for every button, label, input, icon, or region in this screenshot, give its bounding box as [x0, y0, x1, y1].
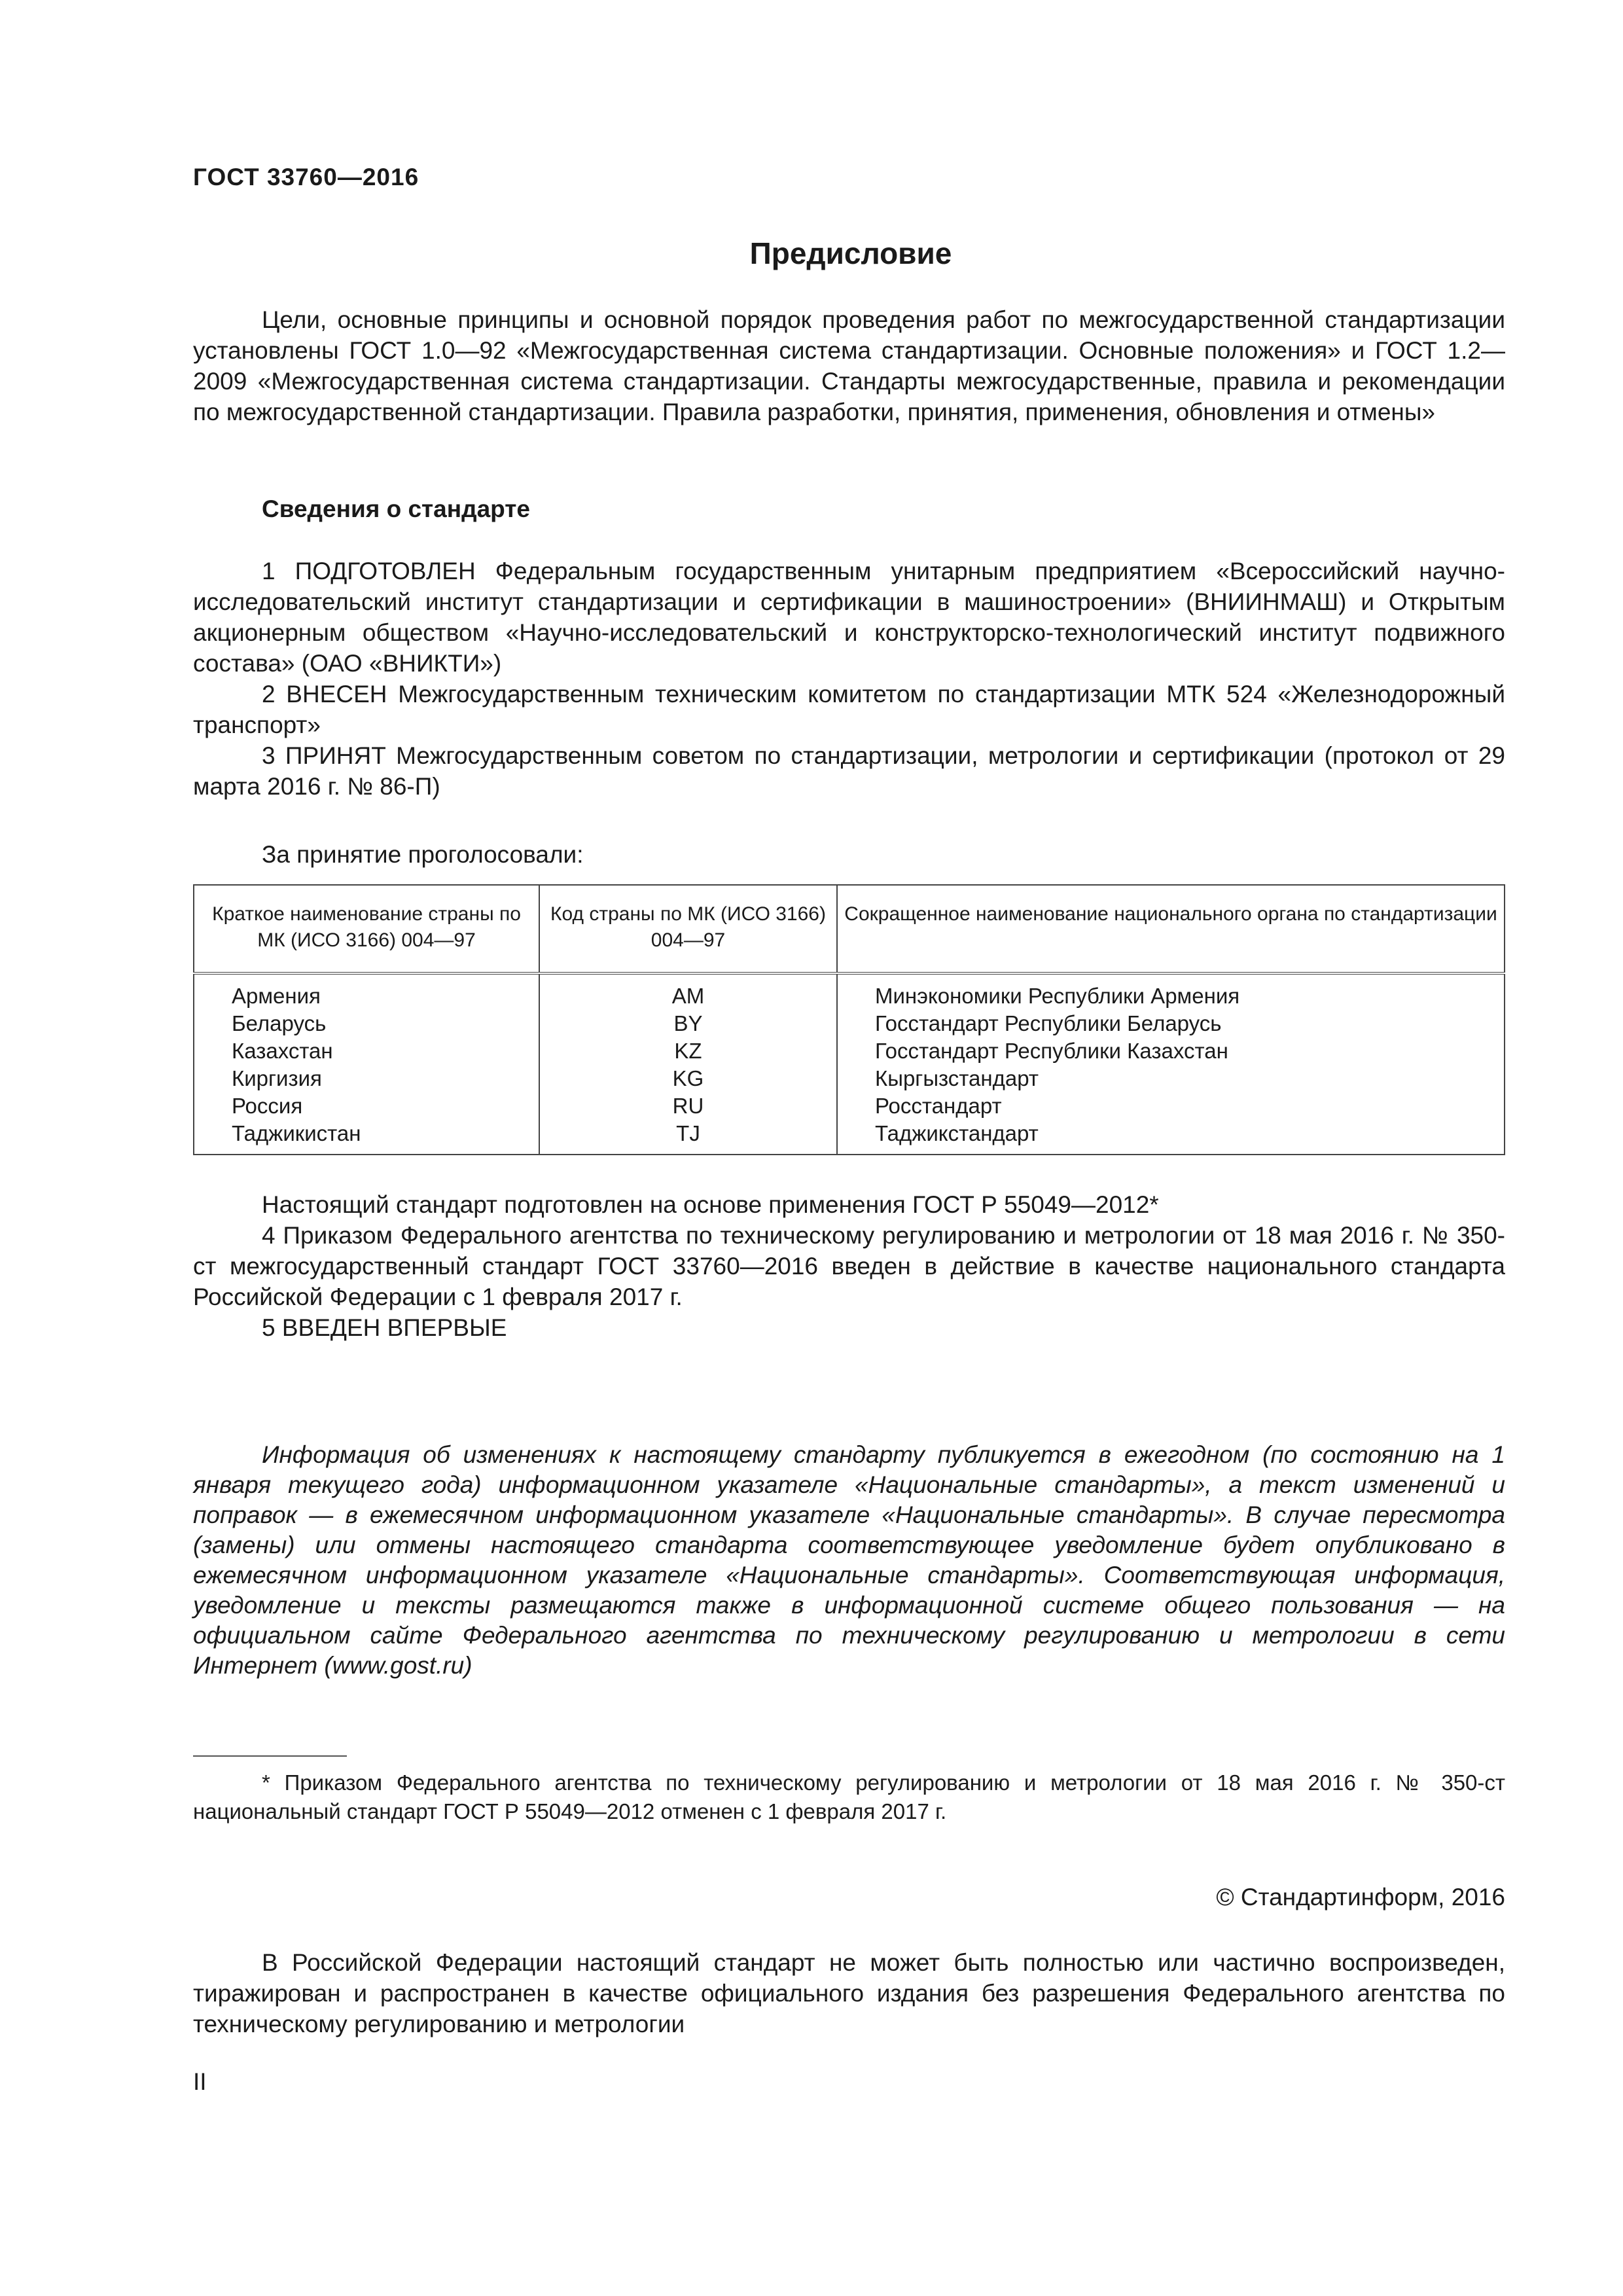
- reproduction-notice-block: [193, 1947, 1505, 2039]
- country-name: Армения: [194, 973, 539, 1010]
- country-code: RU: [539, 1092, 837, 1120]
- reproduction-notice: В Российской Федерации настоящий стандарт не может быть полностью или частично воспроизведен, тиражирован и распространен в качестве официального издания без разрешения Федерального агентства по техническому регулированию и метрологии: [193, 1949, 1505, 2037]
- header-country-code: Код страны по МК (ИСО 3166) 004—97: [539, 885, 837, 973]
- country-name: Киргизия: [194, 1065, 539, 1092]
- info-item-4: 4 Приказом Федерального агентства по техническому регулированию и метрологии от 18 мая 2016 г. № 350-ст межгосударственный стандарт ГОСТ 33760—2016 введен в действие в качестве национального стандарта Российской Федерации с 1 февраля 2017 г.: [193, 1222, 1505, 1310]
- footnote-text: * Приказом Федерального агентства по техническому регулированию и метрологии от 18 мая 2016 г. № 350-ст национальный стандарт ГОСТ Р 55049—2012 отменен с 1 февраля 2017 г.: [193, 1770, 1505, 1823]
- table-row: [194, 1037, 1505, 1065]
- preface-intro: Цели, основные принципы и основной порядок проведения работ по межгосударственной стандартизации установлены ГОСТ 1.0—92 «Межгосударственная система стандартизации. Основные положения» и ГОСТ 1.2—2009 «Межгосударственная система стандартизации. Стандарты межгосударственные, правила и рекомендации по межгосударственной стандартизации. Правила разработки, принятия, применения, обновления и отмены»: [193, 306, 1505, 425]
- preface-intro-block: [193, 304, 1505, 427]
- copyright-line: © Стандартинформ, 2016: [1216, 1884, 1505, 1910]
- table-row: [194, 1065, 1505, 1092]
- voted-label: За принятие проголосовали:: [262, 841, 584, 868]
- national-body: Госстандарт Республики Беларусь: [837, 1010, 1505, 1037]
- info-item-1: 1 ПОДГОТОВЛЕН Федеральным государственным унитарным предприятием «Всероссийский научно-исследовательский институт стандартизации и сертификации в машиностроении» (ВНИИНМАШ) и Открытым акционерным обществом «Научно-исследовательский и конструкторско-технологический институт подвижного состава» (ОАО «ВНИКТИ»): [193, 558, 1505, 677]
- table-row: [194, 973, 1505, 1010]
- standard-info-heading: Сведения о стандарте: [262, 495, 530, 522]
- table-row: [194, 1092, 1505, 1120]
- standard-info-block: [193, 556, 1505, 802]
- info-item-2: 2 ВНЕСЕН Межгосударственным техническим комитетом по стандартизации МТК 524 «Железнодорожный транспорт»: [193, 681, 1505, 738]
- country-name: Россия: [194, 1092, 539, 1120]
- footnote-block: [193, 1768, 1505, 1826]
- national-body: Кыргызстандарт: [837, 1065, 1505, 1092]
- country-code: BY: [539, 1010, 837, 1037]
- national-body: Таджикстандарт: [837, 1120, 1505, 1155]
- header-country-name: Краткое наименование страны по МК (ИСО 3166) 004—97: [194, 885, 539, 973]
- country-code: KZ: [539, 1037, 837, 1065]
- national-body: Госстандарт Республики Казахстан: [837, 1037, 1505, 1065]
- national-body: Минэкономики Республики Армения: [837, 973, 1505, 1010]
- table-row: [194, 1010, 1505, 1037]
- national-body: Росстандарт: [837, 1092, 1505, 1120]
- table-row: [194, 1120, 1505, 1155]
- table-header-row: [194, 885, 1505, 973]
- country-code: KG: [539, 1065, 837, 1092]
- country-code: AM: [539, 973, 837, 1010]
- changes-info-block: [193, 1440, 1505, 1681]
- document-id: ГОСТ 33760—2016: [193, 164, 419, 190]
- country-code: TJ: [539, 1120, 837, 1155]
- country-name: Казахстан: [194, 1037, 539, 1065]
- based-on-statement: Настоящий стандарт подготовлен на основе применения ГОСТ Р 55049—2012*: [262, 1191, 1159, 1218]
- country-name: Таджикистан: [194, 1120, 539, 1155]
- page-number: II: [193, 2068, 207, 2095]
- info-item-3: 3 ПРИНЯТ Межгосударственным советом по стандартизации, метрологии и сертификации (протокол от 29 марта 2016 г. № 86-П): [193, 742, 1505, 800]
- footnote-divider: [193, 1755, 347, 1757]
- after-table-block: [193, 1189, 1505, 1343]
- changes-info-text: Информация об изменениях к настоящему стандарту публикуется в ежегодном (по состоянию на 1 января текущего года) информационном указателе «Национальные стандарты», а текст изменений и поправок — в ежемесячном информационном указателе «Национальные стандарты». В случае пересмотра (замены) или отмены настоящего стандарта соответствующее уведомление будет опубликовано в ежемесячном информационном указателе «Национальные стандарты». Соответствующая информация, уведомление и тексты размещаются также в информационной системе общего пользования — на официальном сайте Федерального агентства по техническому регулированию и метрологии в сети Интернет (www.gost.ru): [193, 1441, 1505, 1679]
- page-title: Предисловие: [749, 236, 952, 270]
- header-national-body: Сокращенное наименование национального органа по стандартизации: [837, 885, 1505, 973]
- info-item-5: 5 ВВЕДЕН ВПЕРВЫЕ: [262, 1314, 507, 1341]
- countries-table: [193, 884, 1505, 1155]
- country-name: Беларусь: [194, 1010, 539, 1037]
